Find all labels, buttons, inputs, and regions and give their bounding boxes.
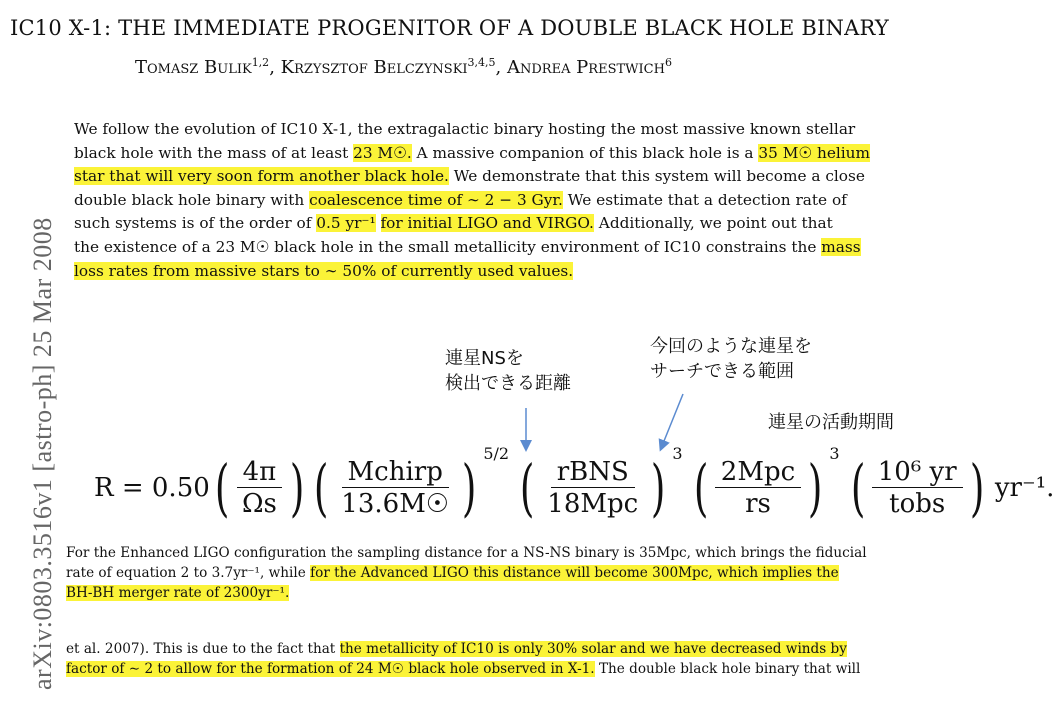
paren-open: (	[313, 451, 329, 524]
fraction-solid-angle	[236, 457, 283, 520]
body-text: For the Enhanced LIGO configuration the sampling distance for a NS-NS binary is 35Mpc, which brings the fiducial	[66, 545, 867, 561]
text-line	[66, 640, 938, 660]
equation-lhs: R = 0.50	[94, 473, 210, 503]
highlighted-text: mass	[821, 237, 861, 256]
annotation-line: 今回のような連星を	[650, 336, 812, 357]
fraction-numerator: rBNS	[551, 457, 635, 488]
exponent: 3	[829, 444, 840, 463]
highlighted-text: 23 M☉.	[353, 143, 412, 162]
fraction-numerator: Mchirp	[342, 457, 449, 488]
paren-open: (	[693, 451, 708, 524]
highlighted-text: for the Advanced LIGO this distance will become 300Mpc, which implies the	[310, 564, 839, 581]
fraction-numerator: 10⁶ yr	[872, 457, 963, 488]
exponent: 3	[672, 444, 683, 463]
fraction-bns-distance	[541, 457, 644, 520]
author-separator: ,	[269, 57, 281, 78]
fraction-observation-time	[872, 457, 963, 520]
paren-close: )	[461, 451, 477, 524]
fraction-denominator: 18Mpc	[547, 488, 639, 519]
exponent: 5/2	[483, 444, 510, 463]
body-text: Additionally, we point out that	[593, 214, 833, 233]
text-line	[66, 584, 938, 604]
body-text: A massive companion of this black hole is a	[411, 143, 759, 162]
annotation-observation-time: 連星の活動期間	[768, 412, 894, 433]
paren-close: )	[651, 451, 666, 524]
paren-close: )	[808, 451, 823, 524]
fraction-chirp-mass	[335, 457, 455, 520]
equation-tail: yr⁻¹.	[994, 473, 1054, 503]
author-name: Andrea Prestwich	[507, 57, 665, 78]
annotation-line: 連星NSを	[445, 348, 524, 369]
text-line	[66, 564, 938, 584]
body-text: the existence of a 23 M☉ black hole in the small metallicity environment of IC10 constrains the	[74, 237, 822, 256]
fraction-numerator: 2Mpc	[715, 457, 801, 488]
body-text: rate of equation 2 to 3.7yr⁻¹, while	[66, 564, 311, 581]
fraction-denominator: rs	[745, 488, 771, 519]
highlighted-text: loss rates from massive stars to ∼ 50% of currently used values.	[74, 261, 574, 280]
paragraph-metallicity	[66, 640, 938, 680]
author-affiliation: 1,2	[251, 56, 270, 69]
author-affiliation: 3,4,5	[467, 56, 496, 69]
paragraph-enhanced-ligo	[66, 544, 938, 603]
highlighted-text: coalescence time of ∼ 2 − 3 Gyr.	[309, 190, 563, 209]
body-text: double black hole binary with	[74, 190, 310, 209]
author-name: Tomasz Bulik	[135, 57, 252, 78]
annotation-line: 検出できる距離	[445, 373, 571, 394]
body-text: black hole with the mass of at least	[74, 143, 354, 162]
paren-close: )	[289, 451, 305, 524]
rate-equation	[94, 444, 1054, 528]
highlighted-text: the metallicity of IC10 is only 30% solar and we have decreased winds by	[339, 641, 847, 657]
fraction-numerator: 4π	[237, 457, 283, 488]
highlighted-text: star that will very soon form another black hole.	[74, 167, 449, 186]
fraction-denominator: Ωs	[241, 488, 277, 519]
paren-close: )	[969, 451, 985, 524]
highlighted-text: factor of ∼ 2 to allow for the formation of 24 M☉ black hole observed in X-1.	[66, 660, 595, 677]
author-name: Krzysztof Belczynski	[280, 57, 468, 78]
text-line	[66, 544, 938, 564]
highlighted-text: BH-BH merger rate of 2300yr⁻¹.	[66, 584, 290, 601]
fraction-denominator: tobs	[889, 488, 946, 519]
paren-open: (	[519, 451, 535, 524]
highlighted-text: for initial LIGO and VIRGO.	[380, 214, 594, 233]
text-line	[66, 660, 938, 680]
body-text: We demonstrate that this system will become a close	[448, 167, 865, 186]
body-text: We follow the evolution of IC10 X-1, the extragalactic binary hosting the most massive known stellar	[74, 120, 856, 138]
author-affiliation: 6	[664, 56, 672, 69]
fraction-denominator: 13.6M☉	[341, 488, 450, 519]
body-text: We estimate that a detection rate of	[562, 190, 847, 209]
highlighted-text: 0.5 yr⁻¹	[316, 214, 376, 233]
arxiv-stamp-text: arXiv:0803.3516v1 [astro-ph] 25 Mar 2008	[28, 217, 57, 690]
body-text: et al. 2007). This is due to the fact that	[66, 641, 340, 657]
highlighted-text: 35 M☉ helium	[758, 143, 871, 162]
fraction-search-distance	[715, 457, 801, 520]
paper-title: IC10 X-1: THE IMMEDIATE PROGENITOR OF A DOUBLE BLACK HOLE BINARY	[10, 16, 889, 40]
body-text: The double black hole binary that will	[594, 660, 861, 677]
arrow-to-rs	[662, 394, 683, 446]
paren-open: (	[850, 451, 865, 524]
paren-open: (	[214, 451, 230, 524]
author-separator: ,	[495, 57, 507, 78]
body-text: such systems is of the order of	[74, 214, 317, 233]
annotation-line: サーチできる範囲	[650, 361, 794, 382]
